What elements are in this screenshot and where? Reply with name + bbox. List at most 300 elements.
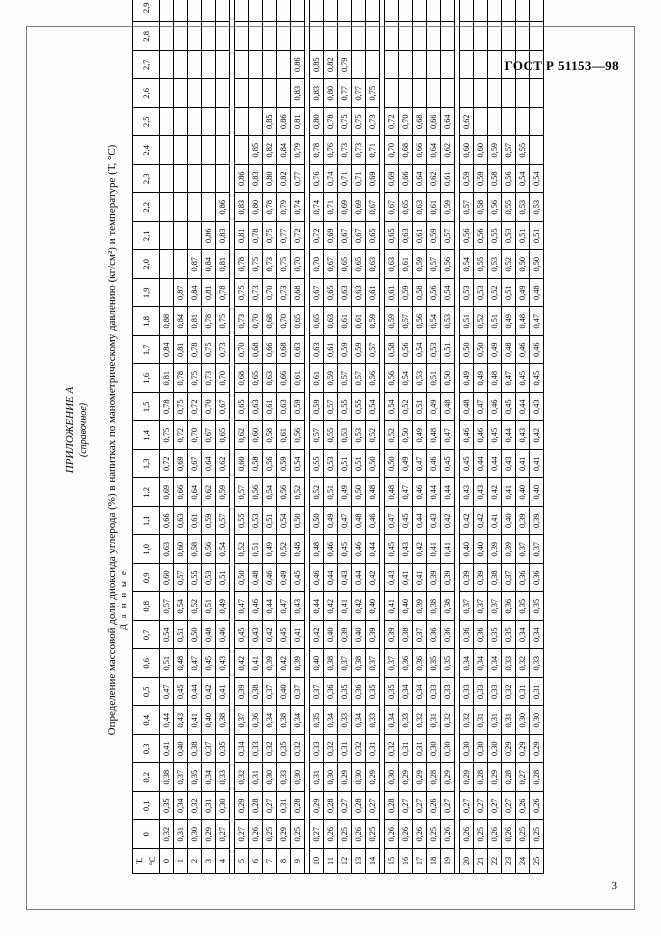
dannye-label: Д а н н ы е <box>118 569 128 630</box>
table-cell <box>530 0 544 22</box>
table-cell: 0,48 <box>488 364 502 393</box>
table-cell: 0,84 <box>160 336 174 365</box>
table-cell: 0,50 <box>516 250 530 279</box>
table-cell: 0,70 <box>202 393 216 422</box>
table-cell <box>310 22 324 51</box>
table-cell: 0,51 <box>263 507 277 536</box>
table-cell: 0,58 <box>188 535 202 564</box>
table-cell: 0,54 <box>427 307 441 336</box>
table-cell: 0,55 <box>324 421 338 450</box>
table-cell: 0,33 <box>427 678 441 707</box>
table-cell: 0,56 <box>366 364 380 393</box>
column-header-22: 2,2 <box>133 193 160 222</box>
table-cell: 0,55 <box>338 393 352 422</box>
table-cell <box>216 79 230 108</box>
table-cell: 0,36 <box>413 649 427 678</box>
table-cell: 0,29 <box>202 820 216 849</box>
table-cell: 0,34 <box>263 706 277 735</box>
table-cell: 0,31 <box>427 706 441 735</box>
table-cell: 0,46 <box>310 564 324 593</box>
table-cell: 0,49 <box>277 564 291 593</box>
table-cell <box>263 51 277 80</box>
table-cell: 0,34 <box>488 649 502 678</box>
table-cell: 0,81 <box>202 279 216 308</box>
column-header-7: 0,7 <box>133 621 160 650</box>
table-cell: 0,59 <box>441 193 455 222</box>
table-cell <box>338 0 352 22</box>
table-cell: 0,41 <box>413 564 427 593</box>
table-cell <box>474 79 488 108</box>
column-header-28: 2,8 <box>133 22 160 51</box>
table-cell: 0,79 <box>291 136 305 165</box>
table-cell: 0,32 <box>263 735 277 764</box>
table-cell: 0,31 <box>530 678 544 707</box>
column-header-11: 1,1 <box>133 507 160 536</box>
table-cell: 0,85 <box>249 136 263 165</box>
table-cell: 0,63 <box>160 535 174 564</box>
table-cell: 0,34 <box>474 649 488 678</box>
table-cell <box>516 51 530 80</box>
table-cell: 0,59 <box>385 307 399 336</box>
table-cell: 0,53 <box>413 364 427 393</box>
table-cell <box>202 0 216 22</box>
table-cell: 0,27 <box>263 792 277 821</box>
table-cell <box>488 51 502 80</box>
table-cell: 0,56 <box>502 165 516 194</box>
table-cell: 0,37 <box>502 564 516 593</box>
table-cell: 0,33 <box>249 735 263 764</box>
table-cell: 0,33 <box>502 649 516 678</box>
table-cell: 0,33 <box>338 706 352 735</box>
table-cell <box>202 193 216 222</box>
table-cell: 0,44 <box>310 592 324 621</box>
table-cell: 0,68 <box>235 364 249 393</box>
table-cell: 0,54 <box>399 364 413 393</box>
table-cell <box>235 136 249 165</box>
table-cell: 0,68 <box>263 307 277 336</box>
table-cell: 0,54 <box>174 592 188 621</box>
table-cell: 0,81 <box>174 336 188 365</box>
table-cell: 0,41 <box>385 592 399 621</box>
table-cell: 0,59 <box>474 165 488 194</box>
table-cell: 0,65 <box>324 279 338 308</box>
table-cell: 0,70 <box>385 136 399 165</box>
table-cell: 0,69 <box>174 450 188 479</box>
table-cell <box>399 79 413 108</box>
table-cell: 0,29 <box>530 735 544 764</box>
table-cell: 0,51 <box>352 450 366 479</box>
table-cell: 0,58 <box>249 450 263 479</box>
table-cell: 0,75 <box>338 108 352 137</box>
table-cell: 0,58 <box>385 336 399 365</box>
table-cell: 0,53 <box>324 450 338 479</box>
table-cell: 0,31 <box>338 735 352 764</box>
table-cell: 0,27 <box>235 820 249 849</box>
table-cell: 0,45 <box>385 535 399 564</box>
table-cell: 0,72 <box>160 450 174 479</box>
table-cell: 0,77 <box>291 165 305 194</box>
table-cell: 0,34 <box>174 792 188 821</box>
row-header-temperature: 3 <box>202 849 216 874</box>
table-cell: 0,66 <box>277 364 291 393</box>
table-cell: 0,59 <box>324 364 338 393</box>
table-cell: 0,57 <box>338 364 352 393</box>
table-cell: 0,59 <box>216 478 230 507</box>
table-cell: 0,65 <box>352 250 366 279</box>
table-cell: 0,53 <box>502 222 516 251</box>
table-cell: 0,53 <box>516 193 530 222</box>
table-cell: 0,81 <box>235 222 249 251</box>
table-cell: 0,80 <box>263 165 277 194</box>
table-cell: 0,32 <box>502 678 516 707</box>
table-cell: 0,85 <box>310 51 324 80</box>
table-cell: 0,29 <box>516 735 530 764</box>
table-cell <box>160 79 174 108</box>
table-cell: 0,27 <box>460 792 474 821</box>
table-cell: 0,57 <box>352 364 366 393</box>
table-cell: 0,36 <box>502 592 516 621</box>
column-header-19: 1,9 <box>133 279 160 308</box>
table-cell: 0,70 <box>399 108 413 137</box>
table-cell: 0,53 <box>202 564 216 593</box>
table-cell <box>502 51 516 80</box>
table-cell: 0,37 <box>338 649 352 678</box>
table-cell: 0,25 <box>338 820 352 849</box>
table-cell: 0,42 <box>441 507 455 536</box>
table-cell: 0,33 <box>474 678 488 707</box>
table-cell: 0,62 <box>216 450 230 479</box>
table-cell: 0,47 <box>441 421 455 450</box>
table-cell: 0,48 <box>460 393 474 422</box>
table-cell <box>441 0 455 22</box>
table-cell <box>174 79 188 108</box>
table-cell: 0,56 <box>277 478 291 507</box>
table-cell: 0,61 <box>441 165 455 194</box>
table-cell: 0,87 <box>188 250 202 279</box>
table-cell: 0,63 <box>249 393 263 422</box>
table-cell: 0,43 <box>249 621 263 650</box>
table-cell <box>216 136 230 165</box>
table-cell: 0,84 <box>277 136 291 165</box>
table-cell: 0,49 <box>460 364 474 393</box>
table-cell: 0,73 <box>366 108 380 137</box>
table-cell: 0,43 <box>385 564 399 593</box>
table-cell: 0,73 <box>202 364 216 393</box>
table-cell: 0,55 <box>310 450 324 479</box>
table-cell: 0,72 <box>310 222 324 251</box>
table-row <box>352 0 366 874</box>
column-header-9: 0,9 <box>133 564 160 593</box>
table-cell: 0,35 <box>160 792 174 821</box>
table-cell: 0,53 <box>427 336 441 365</box>
table-cell <box>263 0 277 22</box>
row-header-temperature: 7 <box>263 849 277 874</box>
table-cell <box>216 165 230 194</box>
table-row <box>516 0 530 874</box>
table-cell: 0,78 <box>160 393 174 422</box>
table-cell: 0,75 <box>263 222 277 251</box>
table-cell: 0,75 <box>235 279 249 308</box>
table-cell: 0,82 <box>263 136 277 165</box>
table-cell: 0,50 <box>235 564 249 593</box>
table-cell <box>352 0 366 22</box>
table-cell: 0,31 <box>249 763 263 792</box>
table-cell: 0,73 <box>249 279 263 308</box>
table-cell: 0,66 <box>413 136 427 165</box>
table-cell: 0,42 <box>263 621 277 650</box>
table-cell <box>188 51 202 80</box>
table-cell: 0,38 <box>216 706 230 735</box>
table-cell: 0,56 <box>399 336 413 365</box>
table-cell: 0,66 <box>399 165 413 194</box>
table-cell: 0,31 <box>502 706 516 735</box>
table-cell <box>474 22 488 51</box>
table-cell: 0,48 <box>310 535 324 564</box>
table-cell: 0,32 <box>235 763 249 792</box>
column-header-27: 2,7 <box>133 51 160 80</box>
table-cell: 0,59 <box>366 307 380 336</box>
table-cell: 0,72 <box>174 421 188 450</box>
table-cell: 0,34 <box>530 621 544 650</box>
table-cell: 0,78 <box>202 307 216 336</box>
table-cell <box>160 193 174 222</box>
table-cell <box>488 0 502 22</box>
table-cell: 0,52 <box>488 279 502 308</box>
table-cell: 0,41 <box>249 649 263 678</box>
table-cell <box>277 51 291 80</box>
column-header-4: 0,4 <box>133 706 160 735</box>
column-header-3: 0,3 <box>133 735 160 764</box>
table-cell: 0,29 <box>441 763 455 792</box>
table-cell: 0,46 <box>474 421 488 450</box>
table-cell: 0,68 <box>413 108 427 137</box>
table-cell: 0,26 <box>427 792 441 821</box>
table-cell: 0,46 <box>352 535 366 564</box>
row-header-temperature: 6 <box>249 849 263 874</box>
table-cell: 0,27 <box>441 792 455 821</box>
table-cell: 0,27 <box>413 792 427 821</box>
table-cell <box>385 79 399 108</box>
table-cell <box>291 22 305 51</box>
table-cell: 0,27 <box>474 792 488 821</box>
table-cell: 0,50 <box>366 450 380 479</box>
table-cell: 0,56 <box>488 193 502 222</box>
table-cell: 0,27 <box>216 820 230 849</box>
column-header-6: 0,6 <box>133 649 160 678</box>
table-cell: 0,43 <box>427 507 441 536</box>
table-cell: 0,59 <box>460 165 474 194</box>
table-cell: 0,70 <box>188 421 202 450</box>
table-cell: 0,67 <box>188 450 202 479</box>
table-cell: 0,76 <box>310 165 324 194</box>
table-cell: 0,35 <box>216 735 230 764</box>
table-cell: 0,34 <box>460 649 474 678</box>
table-cell: 0,31 <box>366 735 380 764</box>
table-cell: 0,80 <box>310 108 324 137</box>
table-cell: 0,53 <box>441 307 455 336</box>
table-cell: 0,33 <box>488 678 502 707</box>
appendix-sublabel: (справочное) <box>77 402 89 458</box>
table-cell: 0,36 <box>399 649 413 678</box>
table-cell: 0,55 <box>235 507 249 536</box>
table-cell: 0,60 <box>160 564 174 593</box>
table-cell <box>174 0 188 22</box>
table-cell: 0,39 <box>502 535 516 564</box>
table-cell: 0,51 <box>488 307 502 336</box>
table-cell <box>324 22 338 51</box>
table-cell: 0,51 <box>502 279 516 308</box>
table-cell: 0,62 <box>441 136 455 165</box>
table-cell <box>160 22 174 51</box>
table-cell: 0,56 <box>263 450 277 479</box>
table-cell <box>366 22 380 51</box>
column-header-14: 1,4 <box>133 421 160 450</box>
table-cell: 0,32 <box>188 792 202 821</box>
table-cell <box>216 0 230 22</box>
table-cell: 0,81 <box>188 307 202 336</box>
table-cell <box>413 51 427 80</box>
column-header-8: 0,8 <box>133 592 160 621</box>
table-cell: 0,87 <box>174 279 188 308</box>
table-cell: 0,48 <box>427 421 441 450</box>
table-cell: 0,47 <box>385 507 399 536</box>
table-cell: 0,60 <box>235 450 249 479</box>
table-cell <box>399 0 413 22</box>
table-row <box>291 0 305 874</box>
table-cell: 0,49 <box>263 535 277 564</box>
table-cell: 0,51 <box>202 592 216 621</box>
table-cell <box>385 51 399 80</box>
table-cell: 0,43 <box>474 478 488 507</box>
table-cell: 0,49 <box>516 279 530 308</box>
table-cell: 0,41 <box>188 706 202 735</box>
table-cell: 0,65 <box>399 193 413 222</box>
table-cell: 0,40 <box>202 706 216 735</box>
table-cell: 0,50 <box>291 507 305 536</box>
table-cell: 0,69 <box>352 193 366 222</box>
table-cell: 0,53 <box>338 421 352 450</box>
table-cell: 0,57 <box>310 421 324 450</box>
table-cell: 0,54 <box>366 393 380 422</box>
table-cell: 0,51 <box>216 564 230 593</box>
table-cell: 0,26 <box>249 820 263 849</box>
table-cell: 0,78 <box>188 336 202 365</box>
table-cell: 0,65 <box>216 421 230 450</box>
table-cell: 0,47 <box>474 393 488 422</box>
table-row <box>399 0 413 874</box>
table-cell: 0,44 <box>427 478 441 507</box>
table-cell: 0,44 <box>352 564 366 593</box>
row-header-temperature: 21 <box>474 849 488 874</box>
table-cell <box>338 22 352 51</box>
table-cell: 0,57 <box>399 307 413 336</box>
table-cell: 0,65 <box>291 307 305 336</box>
table-cell: 0,54 <box>530 165 544 194</box>
table-cell: 0,47 <box>399 478 413 507</box>
table-cell: 0,42 <box>460 507 474 536</box>
table-cell: 0,48 <box>202 621 216 650</box>
table-cell: 0,27 <box>338 792 352 821</box>
table-cell: 0,25 <box>474 820 488 849</box>
table-cell: 0,48 <box>366 478 380 507</box>
table-cell: 0,56 <box>413 307 427 336</box>
table-cell <box>413 0 427 22</box>
table-cell: 0,71 <box>324 193 338 222</box>
table-cell: 0,88 <box>160 307 174 336</box>
table-cell: 0,32 <box>516 649 530 678</box>
table-cell: 0,42 <box>488 478 502 507</box>
table-cell: 0,27 <box>488 792 502 821</box>
table-row <box>488 0 502 874</box>
table-row <box>460 0 474 874</box>
table-cell: 0,46 <box>488 393 502 422</box>
table-cell: 0,38 <box>188 735 202 764</box>
table-cell <box>174 165 188 194</box>
table-cell: 0,67 <box>216 393 230 422</box>
table-body <box>160 0 544 874</box>
table-cell: 0,26 <box>488 820 502 849</box>
table-cell: 0,69 <box>366 165 380 194</box>
table-row <box>310 0 324 874</box>
table-cell: 0,51 <box>460 307 474 336</box>
table-cell: 0,54 <box>263 478 277 507</box>
table-cell: 0,34 <box>385 706 399 735</box>
table-cell: 0,56 <box>249 478 263 507</box>
row-header-temperature: 8 <box>277 849 291 874</box>
table-cell: 0,41 <box>338 592 352 621</box>
table-cell: 0,35 <box>366 678 380 707</box>
row-header-temperature: 15 <box>385 849 399 874</box>
table-cell: 0,46 <box>324 535 338 564</box>
table-cell: 0,31 <box>413 735 427 764</box>
table-cell: 0,40 <box>277 678 291 707</box>
table-cell: 0,43 <box>174 706 188 735</box>
table-cell: 0,83 <box>235 193 249 222</box>
table-row <box>160 0 174 874</box>
table-cell: 0,45 <box>174 678 188 707</box>
table-cell: 0,59 <box>352 336 366 365</box>
table-cell: 0,51 <box>160 649 174 678</box>
table-cell: 0,42 <box>277 649 291 678</box>
table-cell: 0,39 <box>474 564 488 593</box>
table-cell: 0,54 <box>441 279 455 308</box>
table-cell: 0,35 <box>502 621 516 650</box>
table-header-row <box>133 0 160 874</box>
table-cell: 0,52 <box>366 421 380 450</box>
table-cell: 0,59 <box>413 250 427 279</box>
table-cell: 0,51 <box>441 336 455 365</box>
table-cell <box>488 79 502 108</box>
table-cell: 0,30 <box>460 735 474 764</box>
table-cell: 0,47 <box>502 364 516 393</box>
table-cell: 0,61 <box>352 307 366 336</box>
table-cell: 0,25 <box>427 820 441 849</box>
table-cell: 0,50 <box>385 450 399 479</box>
table-cell <box>188 79 202 108</box>
table-cell <box>427 51 441 80</box>
table-cell: 0,72 <box>291 222 305 251</box>
table-cell <box>460 51 474 80</box>
table-cell: 0,54 <box>216 535 230 564</box>
table-cell: 0,42 <box>413 535 427 564</box>
table-cell: 0,57 <box>427 250 441 279</box>
table-cell: 0,76 <box>324 136 338 165</box>
table-cell: 0,59 <box>427 222 441 251</box>
table-cell: 0,36 <box>352 678 366 707</box>
table-cell: 0,39 <box>441 564 455 593</box>
table-cell: 0,40 <box>366 592 380 621</box>
table-cell: 0,57 <box>460 193 474 222</box>
